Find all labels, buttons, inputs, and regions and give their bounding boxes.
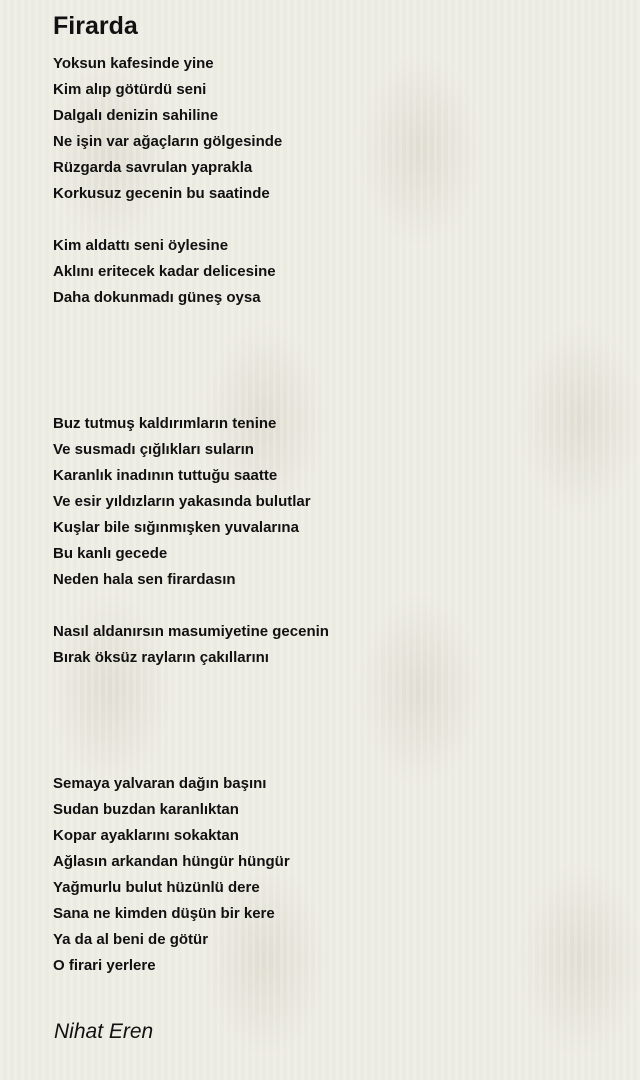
- poem-line: Yağmurlu bulut hüzünlü dere: [53, 879, 260, 896]
- poem-title: Firarda: [53, 12, 138, 40]
- poem-line: Ve esir yıldızların yakasında bulutlar: [53, 493, 311, 510]
- stanza-5: [53, 771, 290, 979]
- poem-line: Dalgalı denizin sahiline: [53, 107, 219, 124]
- poem-line: Kim aldattı seni öylesine: [53, 237, 229, 254]
- poem-line: Buz tutmuş kaldırımların tenine: [53, 415, 277, 432]
- poem-line: Ya da al beni de götür: [53, 931, 209, 948]
- poem-line: Semaya yalvaran dağın başını: [53, 775, 267, 792]
- poem-line: O firari yerlere: [53, 957, 156, 974]
- poem-line: Neden hala sen firardasın: [53, 571, 236, 588]
- poem-line: Ağlasın arkandan hüngür hüngür: [53, 853, 290, 870]
- poem-line: Ne işin var ağaçların gölgesinde: [53, 133, 283, 150]
- poem-line: Yoksun kafesinde yine: [53, 55, 214, 72]
- poem-line: Daha dokunmadı güneş oysa: [53, 289, 261, 306]
- poem-line: Korkusuz gecenin bu saatinde: [53, 185, 270, 202]
- stanza-1: [53, 51, 282, 207]
- poem-line: Kopar ayaklarını sokaktan: [53, 827, 239, 844]
- poem-line: Kim alıp götürdü seni: [53, 81, 207, 98]
- stanza-2: [53, 233, 276, 311]
- poem-line: Kuşlar bile sığınmışken yuvalarına: [53, 519, 299, 536]
- stanza-3: [53, 411, 311, 593]
- poem-line: Bırak öksüz rayların çakıllarını: [53, 649, 269, 666]
- poem-line: Sana ne kimden düşün bir kere: [53, 905, 275, 922]
- poem-line: Karanlık inadının tuttuğu saatte: [53, 467, 278, 484]
- poem-line: Bu kanlı gecede: [53, 545, 168, 562]
- stanza-4: [53, 619, 329, 671]
- poem-line: Ve susmadı çığlıkları suların: [53, 441, 254, 458]
- poem-line: Aklını eritecek kadar delicesine: [53, 263, 276, 280]
- poem-line: Sudan buzdan karanlıktan: [53, 801, 239, 818]
- poem-line: Nasıl aldanırsın masumiyetine gecenin: [53, 623, 329, 640]
- poem-author: Nihat Eren: [54, 1020, 154, 1043]
- poem-line: Rüzgarda savrulan yaprakla: [53, 159, 253, 176]
